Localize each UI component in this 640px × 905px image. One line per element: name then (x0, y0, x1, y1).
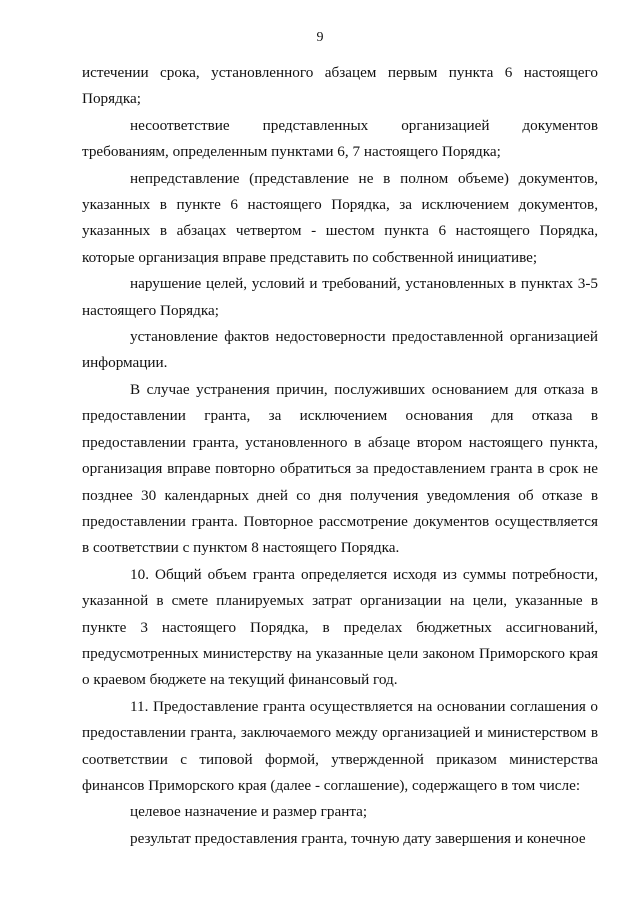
paragraph-deadline-expiry: истечении срока, установленного абзацем первым пункта 6 настоящего Порядка; (82, 64, 598, 108)
paragraph-false-information: установление фактов недостоверности предоставленной организацией информации. (82, 328, 598, 372)
paragraph-clause-10: 10. Общий объем гранта определяется исходя из суммы потребности, указанной в смете планируемых затрат организации на цели, указанные в пункте 3 настоящего Порядка, в пределах бюджетных ассигнований, предусмотренных министерству на указанные цели законом Приморского края о краевом бюджете на текущий финансовый год. (82, 565, 598, 689)
paragraph-clause-11: 11. Предоставление гранта осуществляется на основании соглашения о предоставлении гранта, заключаемого между организацией и министерством в соответствии с типовой формой, утвержденной приказом министерства финансов Приморского края (далее - соглашение), содержащего в том числе: (82, 697, 598, 794)
paragraph-grant-result: результат предоставления гранта, точную дату завершения и конечное (130, 829, 586, 847)
paragraph-target-purpose: целевое назначение и размер гранта; (130, 803, 368, 821)
page-number: 9 (316, 30, 324, 45)
paragraph-document-mismatch: несоответствие представленных организацией документов требованиям, определенным пунктами 6, 7 настоящего Порядка; (82, 116, 598, 161)
paragraph-documents-not-submitted: непредставление (представление не в полном объеме) документов, указанных в пункте 6 настоящего Порядка, за исключением документов, указанных в абзацах четвертом - шестом пункта 6 настоящего Порядка, которые организация вправе представить по собственной инициативе; (82, 169, 598, 266)
document-body (82, 60, 598, 852)
paragraph-violation-of-conditions: нарушение целей, условий и требований, установленных в пунктах 3-5 настоящего Порядка; (82, 275, 598, 319)
paragraph-reapplication: В случае устранения причин, послуживших основанием для отказа в предоставлении гранта, за исключением основания для отказа в предоставлении гранта, установленного в абзаце втором настоящего пункта, организация вправе повторно обратиться за предоставлением гранта в срок не позднее 30 календарных дней со дня получения уведомления об отказе в предоставлении гранта. Повторное рассмотрение документов осуществляется в соответствии с пунктом 8 настоящего Порядка. (82, 380, 598, 557)
